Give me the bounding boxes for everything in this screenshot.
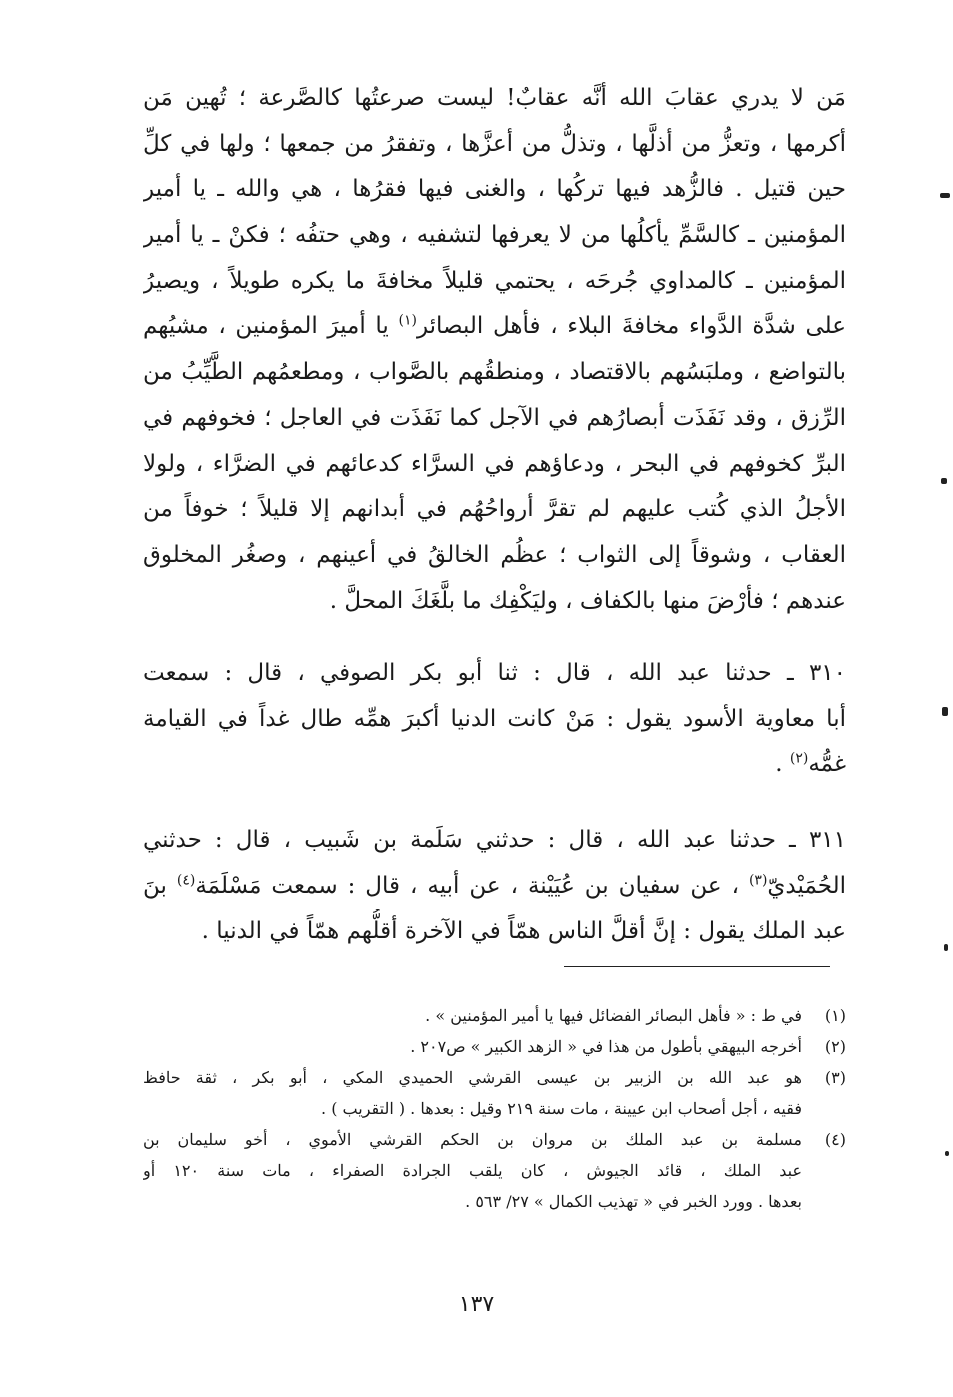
text-line: الأجلُ الذي كُتب عليهم لم تقرَّ أرواحُهُم في أبدانهم إلا قليلاً ؛ خوفاً من xyxy=(143,496,846,523)
footnote-1 xyxy=(143,1000,846,1031)
text-line: حين قتيل . فالزُّهد فيها تركُها ، والغنى فيها فقرُها ، هي والله ـ يا أمير xyxy=(143,176,846,203)
text-line: عبد الملك يقول : إنَّ أقلَّ الناس همّاً في الآخرة أقلُّهم همّاً في الدنيا . xyxy=(201,918,846,945)
footnote-number: (١) xyxy=(824,1006,846,1025)
footnote-line: فقيه ، أجل أصحاب ابن عيينة ، مات سنة ٢١٩ وقيل : بعدها . ( التقريب ) . xyxy=(321,1099,802,1118)
main-paragraph xyxy=(143,76,846,624)
footnote-separator xyxy=(564,966,830,967)
footnote-body xyxy=(143,1124,802,1217)
footnote-reference: (٢) xyxy=(789,750,809,767)
text-line: المؤمنين ـ كالسَّمِّ يأكلُها من لا يعرفها لتشفيه ، وهي حتفُه ؛ فكنْ ـ يا أمير xyxy=(143,222,846,249)
text-line: أكرمها ، وتعزُّ من أذلَّها ، وتذلُّ من أعزَّها ، وتفقرُ من جمعها ؛ ولها في كلِّ xyxy=(143,130,846,157)
footnote-line: في ط : « فأهل البصائر الفضائل فيها يا أمير المؤمنين » . xyxy=(425,1006,802,1025)
footnote-line: بعدها . وورد الخبر في « تهذيب الكمال » ٢٧/ ٥٦٣ . xyxy=(465,1192,802,1211)
footnote-4 xyxy=(143,1124,846,1217)
text-line-part: ، عن سفيان بن عُيَيْنة ، عن أبيه ، قال : سمعت مَسْلَمَة xyxy=(195,872,749,899)
text-line-part: بنَ xyxy=(143,872,177,899)
footnote-line: أخرجه البيهقي بأطول من هذا في « الزهد الكبير » ص٢٠٧ . xyxy=(410,1037,802,1056)
footnote-number: (٢) xyxy=(824,1037,846,1056)
text-line xyxy=(143,742,846,788)
footnote-number: (٤) xyxy=(824,1130,846,1149)
scan-mark xyxy=(942,707,948,716)
footnote-reference: (٤) xyxy=(176,872,196,889)
footnote-body xyxy=(143,1062,802,1124)
text-line: ٣١١ ـ حدثنا عبد الله ، قال : حدثني سَلَمة بن شَبيب ، قال : حدثني xyxy=(143,827,846,853)
text-line-part: على شدَّة الدَّواء مخافةَ البلاء ، فأهل البصائر xyxy=(416,313,846,340)
scan-mark xyxy=(944,944,948,951)
text-line: مَن لا يدري عقابَ الله أنَّه عقابٌ! ليست صرعتُها كالصَّرعة ؛ تُهين مَن xyxy=(143,85,846,111)
text-line: أبا معاوية الأسود يقول : مَنْ كانت الدنيا أكبرَ همِّه طال غداً في القيامة xyxy=(143,705,846,732)
text-line: عندهم ؛ فأرْضَ منها بالكفاف ، وليَكْفِك ما بلَّغَكَ المحلَّ . xyxy=(329,587,846,614)
hadith-310 xyxy=(143,651,846,788)
text-line: البرِّ كخوفهم في البحر ، ودعاؤهم في السرَّاء كدعائهم في الضرَّاء ، ولولا xyxy=(143,450,846,477)
footnote-line: هو عبد الله بن الزبير بن عيسى القرشي الحميدي المكي ، أبو بكر ، ثقة حافظ xyxy=(143,1068,802,1087)
page-number: ١٣٧ xyxy=(458,1292,495,1317)
text-line: بالتواضع ، وملبَسُهم بالاقتصاد ، ومنطقُهم بالصَّواب ، ومطعمُهم الطَّيِّبُ من xyxy=(143,359,846,386)
footnote-3 xyxy=(143,1062,846,1124)
text-line: المؤمنين ـ كالمداوي جُرحَه ، يحتمي قليلاً مخافةَ ما يكره طويلاً ، ويصيرُ xyxy=(143,267,846,294)
scan-mark xyxy=(940,193,950,198)
footnotes xyxy=(143,1000,846,1217)
text-line: العقاب ، وشوقاً إلى الثواب ؛ عظُم الخالقُ في أعينهم ، وصغُر المخلوق xyxy=(143,541,846,568)
scan-mark xyxy=(945,1151,949,1156)
text-line xyxy=(143,864,846,910)
footnote-body xyxy=(143,1000,802,1031)
footnote-body xyxy=(143,1031,802,1062)
scan-mark xyxy=(941,478,947,484)
text-line-part: الحُمَيْديّ xyxy=(767,872,846,899)
footnote-reference: (٣) xyxy=(748,872,768,889)
footnote-line: عبد الملك ، قائد الجيوش ، كان يلقب الجرادة الصفراء ، مات سنة ١٢٠ أو xyxy=(143,1161,802,1180)
text-line: ٣١٠ ـ حدثنا عبد الله ، قال : ثنا أبو بكر الصوفي ، قال : سمعت xyxy=(143,660,846,686)
text-line-part: يا أميرَ المؤمنين ، مشيُهم xyxy=(143,313,389,340)
footnote-number: (٣) xyxy=(824,1068,846,1087)
text-line-part: . xyxy=(775,751,790,778)
footnote-reference: (١) xyxy=(398,312,417,329)
hadith-311 xyxy=(143,818,846,955)
text-line: الرِّزق ، وقد نَفَذَت أبصارُهم في الآجل كما نَفَذَت في العاجل ؛ فخوفهم في xyxy=(143,404,846,431)
footnote-2 xyxy=(143,1031,846,1062)
footnote-line: مسلمة بن عبد الملك بن مروان بن الحكم القرشي الأموي ، أخو سليمان بن xyxy=(143,1130,802,1149)
text-line xyxy=(143,304,846,350)
text-line-part: غمُّه xyxy=(808,751,846,778)
